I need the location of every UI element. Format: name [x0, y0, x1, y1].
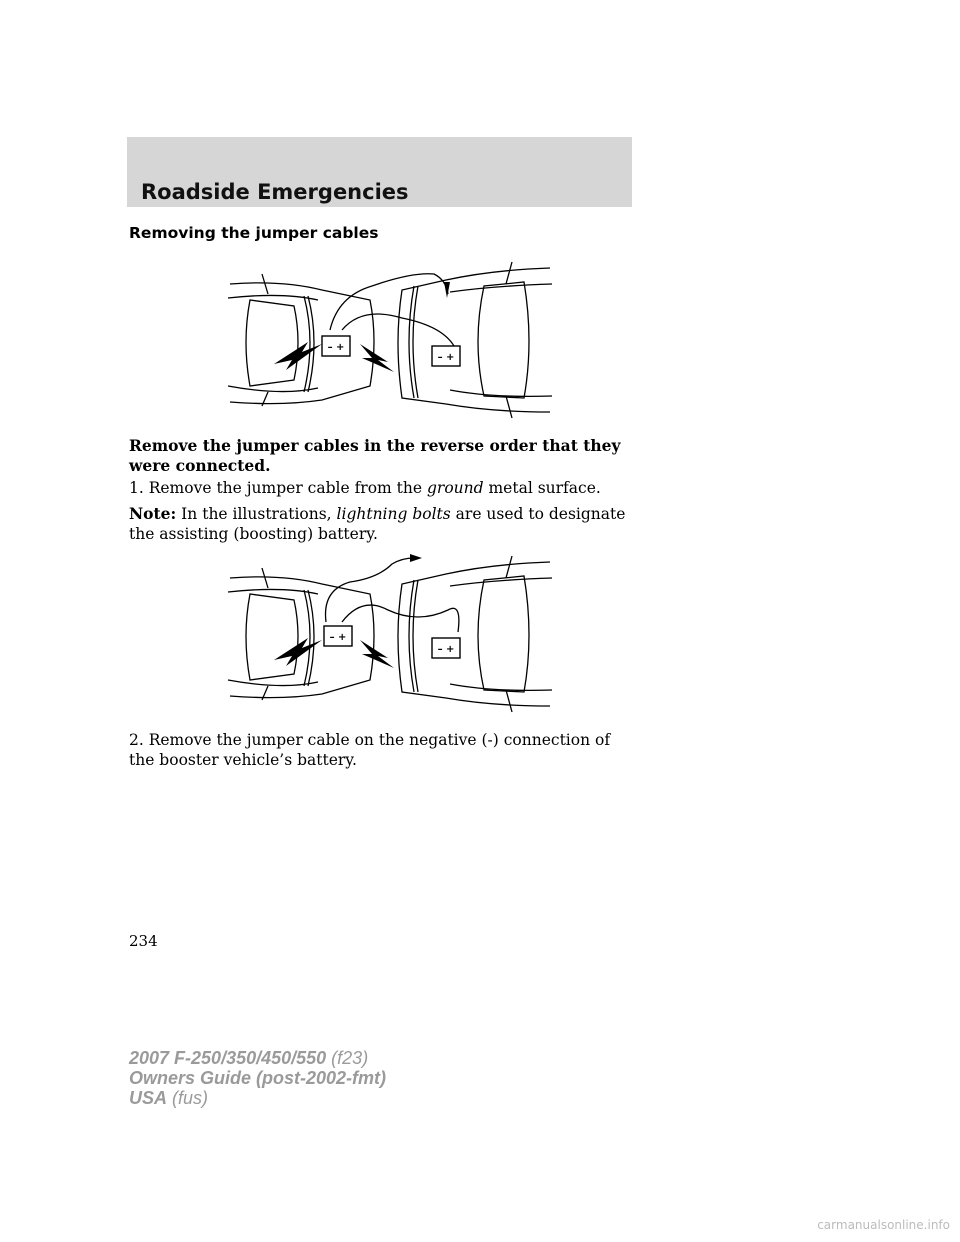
left-vehicle-outline	[228, 274, 374, 406]
right-vehicle-outline	[398, 556, 552, 712]
jumper-cables-figure-2	[222, 550, 558, 718]
ground-clamp-icon	[444, 282, 450, 298]
right-vehicle-outline	[398, 262, 552, 418]
section-heading: Removing the jumper cables	[129, 224, 379, 242]
jumper-cables-figure-1	[222, 256, 558, 424]
booster-battery	[322, 336, 350, 356]
section-header-band	[127, 137, 632, 207]
note-text: In the illustrations,	[176, 505, 337, 523]
footer-guide-name: Owners Guide (post-2002-fmt)	[129, 1068, 387, 1088]
note	[129, 504, 634, 544]
step-1	[129, 478, 634, 498]
footer-model: 2007 F-250/350/450/550	[129, 1048, 327, 1068]
step-1-text: 1. Remove the jumper cable from the	[129, 479, 427, 497]
booster-battery	[324, 626, 352, 646]
note-text-end: are used to designate the assisting (boosting) battery.	[129, 505, 626, 543]
step-2: 2. Remove the jumper cable on the negative (-) connection of the booster vehicle’s battery.	[129, 731, 611, 769]
svg-text:– +: – +	[437, 644, 455, 655]
watermark: carmanualsonline.info	[817, 1218, 950, 1232]
jumper-cable	[342, 605, 459, 632]
step-1-ground-term: ground	[427, 479, 484, 497]
disabled-battery	[432, 346, 460, 366]
svg-text:– +: – +	[437, 352, 455, 363]
page-number: 234	[129, 932, 158, 950]
svg-text:– +: – +	[327, 342, 345, 353]
footer-region: USA	[129, 1088, 168, 1108]
footer-model-code: (f23)	[326, 1048, 369, 1068]
svg-text:– +: – +	[329, 632, 347, 643]
note-label: Note:	[129, 504, 177, 523]
lightning-bolt-icon	[360, 344, 394, 372]
cable-clamp-icon	[410, 554, 422, 562]
footer-region-code: (fus)	[167, 1088, 209, 1108]
note-lightning-term: lightning bolts	[336, 505, 451, 523]
jumper-cable	[330, 274, 448, 330]
document-footer	[129, 1048, 386, 1108]
disabled-battery	[432, 638, 460, 658]
lightning-bolt-icon	[360, 640, 394, 668]
step-1-suffix: metal surface.	[483, 479, 601, 497]
section-header-title: Roadside Emergencies	[141, 180, 409, 204]
instruction-reverse-order: Remove the jumper cables in the reverse order that they were connected.	[129, 436, 621, 475]
